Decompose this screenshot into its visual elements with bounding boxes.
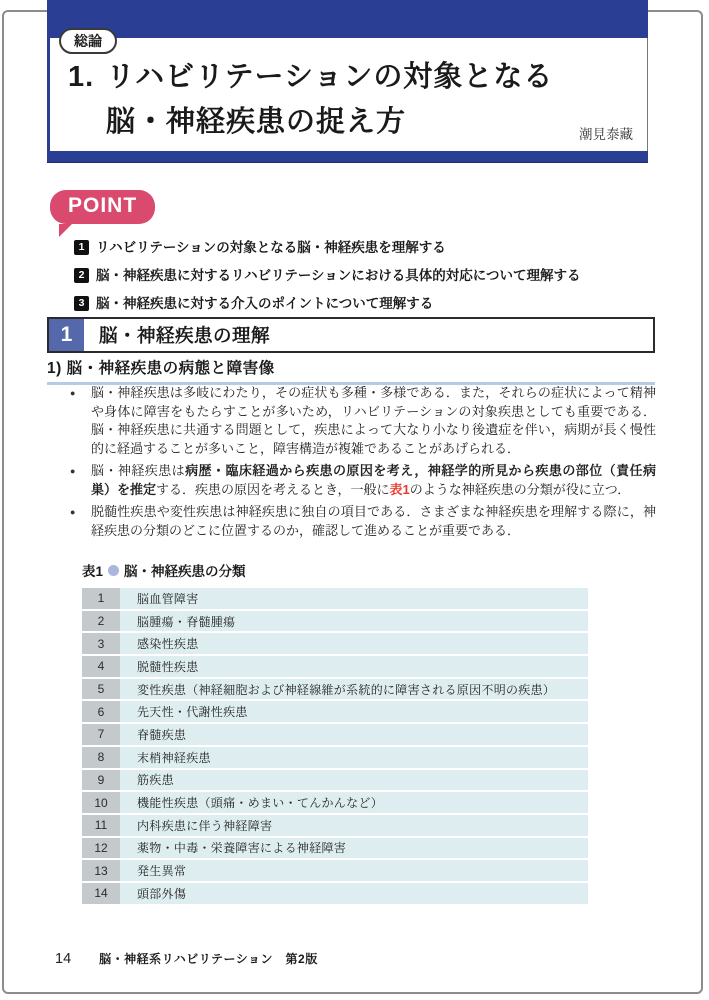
point-item-number: 3	[74, 296, 89, 311]
category-badge-label: 総論	[74, 33, 102, 49]
table-row	[82, 838, 588, 859]
table-caption-title: 脳・神経疾患の分類	[124, 564, 246, 579]
bullet-icon: ●	[70, 466, 76, 476]
table-row-text: 機能性疾患（頭痛・めまい・てんかんなど）	[120, 792, 588, 813]
table-row-text: 脳腫瘍・脊髄腫瘍	[120, 611, 588, 632]
table-row	[82, 770, 588, 791]
bullet-icon: ●	[70, 388, 76, 398]
table-row-number: 8	[82, 747, 120, 768]
table-row	[82, 588, 588, 609]
chapter-title-line1: リハビリテーションの対象となる	[106, 61, 554, 93]
author-name: 潮見泰藏	[579, 127, 633, 142]
point-item-text: 脳・神経疾患に対するリハビリテーションにおける具体的対応について理解する	[96, 268, 581, 283]
table-row-number: 7	[82, 724, 120, 745]
page-number: 14	[55, 951, 72, 967]
table-row	[82, 724, 588, 745]
table-row	[82, 860, 588, 881]
subsection-title: 1) 脳・神経疾患の病態と障害像	[47, 360, 275, 377]
body-bullet-1	[70, 384, 656, 458]
table-row	[82, 815, 588, 836]
table-row-text: 薬物・中毒・栄養障害による神経障害	[120, 838, 588, 859]
table-1	[82, 560, 588, 906]
table-row-text: 変性疾患（神経細胞および神経線維が系統的に障害される原因不明の疾患）	[120, 679, 588, 700]
point-item	[74, 240, 650, 256]
table-row	[82, 611, 588, 632]
section-number-square: 1	[49, 319, 84, 351]
classification-table	[82, 588, 588, 904]
page-footer	[55, 950, 318, 967]
table-row-number: 10	[82, 792, 120, 813]
table-row	[82, 633, 588, 654]
table-row	[82, 747, 588, 768]
section-1-heading	[47, 317, 655, 353]
chapter-title-line2: 脳・神経疾患の捉え方	[106, 106, 407, 138]
table-row-text: 脊髄疾患	[120, 724, 588, 745]
bullet-2-bold: 病歴・臨床経過から疾患の原因を考え，神経学的所見から疾患の部位（責任病巣）を推定	[91, 463, 656, 497]
table-row	[82, 701, 588, 722]
table-row	[82, 656, 588, 677]
table-row-text: 脳血管障害	[120, 588, 588, 609]
body-bullet-3-text: 脱髄性疾患や変性疾患は神経疾患に独自の項目である．さまざまな神経疾患を理解する際に，神経疾患の分類のどこに位置するのか，確認して進めることが重要である．	[91, 504, 656, 538]
table-row-number: 11	[82, 815, 120, 836]
chapter-number: 1.	[68, 61, 95, 93]
table-caption-prefix: 表1	[82, 564, 104, 579]
body-bullet-1-text: 脳・神経疾患は多岐にわたり，その症状も多種・多様である．また，それらの症状によって精神や身体に障害をもたらすことが多いため，リハビリテーションの対象疾患としても重要である．脳・神経疾患に共通する問題として，疾患によって大なり小なり後遺症を伴い，病期が長く慢性的に経過することが多いこと，障害構造が複雑であることがあげられる．	[91, 385, 656, 456]
point-section	[50, 190, 650, 324]
header-top-band	[47, 0, 648, 38]
table-row-text: 頭部外傷	[120, 883, 588, 904]
point-item-number: 2	[74, 268, 89, 283]
category-badge	[59, 28, 117, 54]
table-row-text: 感染性疾患	[120, 633, 588, 654]
table-caption-dot-icon	[108, 565, 119, 576]
table-row-text: 筋疾患	[120, 770, 588, 791]
table-row-text: 内科疾患に伴う神経障害	[120, 815, 588, 836]
table-row-text: 発生異常	[120, 860, 588, 881]
bullet-2-mid: する．疾患の原因を考えるとき，一般に	[156, 481, 390, 497]
point-item	[74, 296, 650, 312]
table-row-number: 4	[82, 656, 120, 677]
table-row-number: 6	[82, 701, 120, 722]
table-row-number: 13	[82, 860, 120, 881]
chapter-title-lines	[106, 55, 553, 145]
table-1-reference: 表1	[389, 481, 410, 497]
table-row-text: 末梢神経疾患	[120, 747, 588, 768]
header-bottom-band	[47, 151, 648, 163]
body-bullet-2	[70, 462, 656, 499]
section-title: 脳・神経疾患の理解	[99, 325, 271, 346]
point-item-text: リハビリテーションの対象となる脳・神経疾患を理解する	[96, 240, 446, 255]
table-row	[82, 883, 588, 904]
point-label: POINT	[68, 194, 138, 217]
bullet-2-pre: 脳・神経疾患は	[91, 463, 186, 478]
body-bullet-3	[70, 503, 656, 540]
book-title: 脳・神経系リハビリテーション 第2版	[99, 952, 318, 966]
chapter-title-box	[47, 38, 648, 151]
point-item-text: 脳・神経疾患に対する介入のポイントについて理解する	[96, 296, 434, 311]
body-text	[70, 384, 656, 544]
table-row	[82, 679, 588, 700]
bullet-2-post: のような神経疾患の分類が役に立つ．	[409, 481, 631, 497]
point-item-number: 1	[74, 240, 89, 255]
table-row	[82, 792, 588, 813]
table-row-text: 先天性・代謝性疾患	[120, 701, 588, 722]
table-row-number: 9	[82, 770, 120, 791]
table-row-number: 2	[82, 611, 120, 632]
point-bubble	[50, 190, 155, 224]
table-row-number: 3	[82, 633, 120, 654]
table-row-number: 12	[82, 838, 120, 859]
bullet-icon: ●	[70, 507, 76, 517]
body-bullet-2-text	[91, 462, 656, 499]
point-list	[74, 240, 650, 312]
subsection-heading	[47, 356, 655, 385]
table-caption	[82, 560, 588, 580]
chapter-header	[47, 0, 648, 163]
table-row-number: 5	[82, 679, 120, 700]
table-row-text: 脱髄性疾患	[120, 656, 588, 677]
point-item	[74, 268, 650, 284]
table-row-number: 1	[82, 588, 120, 609]
table-row-number: 14	[82, 883, 120, 904]
chapter-title	[68, 55, 647, 145]
